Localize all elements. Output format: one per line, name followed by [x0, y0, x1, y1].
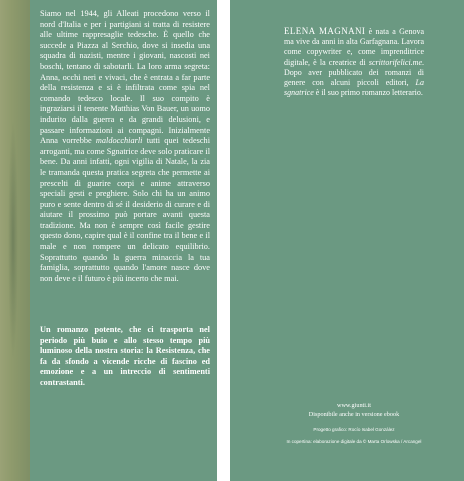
credits-block: [284, 401, 424, 446]
tagline-text: Un romanzo potente, che ci trasporta nel periodo più buio e allo stesso tempo più luminoso della nostra storia: la Resistenza, che fa da sfondo a vicende ricche di fascino ed emozione e a un intreccio di sentimenti contrastanti.: [40, 325, 210, 387]
cover-photo-edge: [0, 0, 30, 481]
author-bio: [284, 26, 424, 98]
publisher-website: www.giunti.it: [337, 402, 371, 409]
cover-credit: In copertina: elaborazione digitale da © Marta Orlowska / Arcangel: [286, 439, 422, 444]
synopsis-text: [40, 9, 210, 284]
synopsis-italic-word: maldocchiarli: [95, 136, 143, 146]
synopsis-part-1: Siamo nel 1944, gli Alleati procedono verso il nord d'Italia e per i partigiani si tratta di resistere alle ultime rappresaglie tedesche. È quello che succede a Piazza al Serchio, dove si insedia una squadra di nazisti, mentre i giovani, nascosti nei boschi, tentano di sabotarli. La loro arma segreta: Anna, occhi neri e vivaci, che è entrata a far parte della resistenza e si è infiltrata come spia nel comando tedesco locale. Il suo compito è ingraziarsi il tenente Matthias Von Bauer, un uomo indurito dalla guerra e da grandi delusioni, e passare informazioni ai compagni. Inizialmente Anna vorrebbe: [40, 9, 210, 146]
bio-part-3: è il suo primo romanzo letterario.: [313, 88, 423, 98]
design-credit: Progetto grafico: Rocío Isabel González: [313, 427, 395, 432]
bio-book-title: La sgnatrice: [284, 78, 424, 98]
bio-website-italic: scrittorifelici.me: [368, 57, 422, 67]
bio-part-1: è nata a Genova ma vive da anni in alta Garfagnana. Lavora come copywriter e, come imprenditrice digitale, è la creatrice di: [284, 27, 424, 67]
ebook-note: Disponibile anche in versione ebook: [308, 411, 400, 418]
author-name: ELENA MAGNANI: [284, 26, 366, 36]
synopsis-part-2: tutti quei tedeschi arroganti, ma come Sgnatrice deve solo praticare il bene. Da anni infatti, ogni vigilia di Natale, la zia le tramanda questa pratica segreta che permette ai prescelti di guarire corpi e anime attraverso speciali gesti e preghiere. Solo chi ha un animo puro e sente dentro di sé il desiderio di curare e di aiutare il prossimo può portare avanti questa tradizione. Ma non è sempre così facile gestire questo dono, capire qual è il confine tra il bene e il male e non rompere un delicato equilibrio. Soprattutto quando la guerra minaccia la tua famiglia, soprattutto quando l'amore nasce dove non deve e il futuro è più incerto che mai.: [40, 136, 211, 283]
flap-gap: [217, 0, 230, 481]
bio-part-2: . Dopo aver pubblicato dei romanzi di genere con alcuni piccoli editori,: [284, 57, 424, 88]
